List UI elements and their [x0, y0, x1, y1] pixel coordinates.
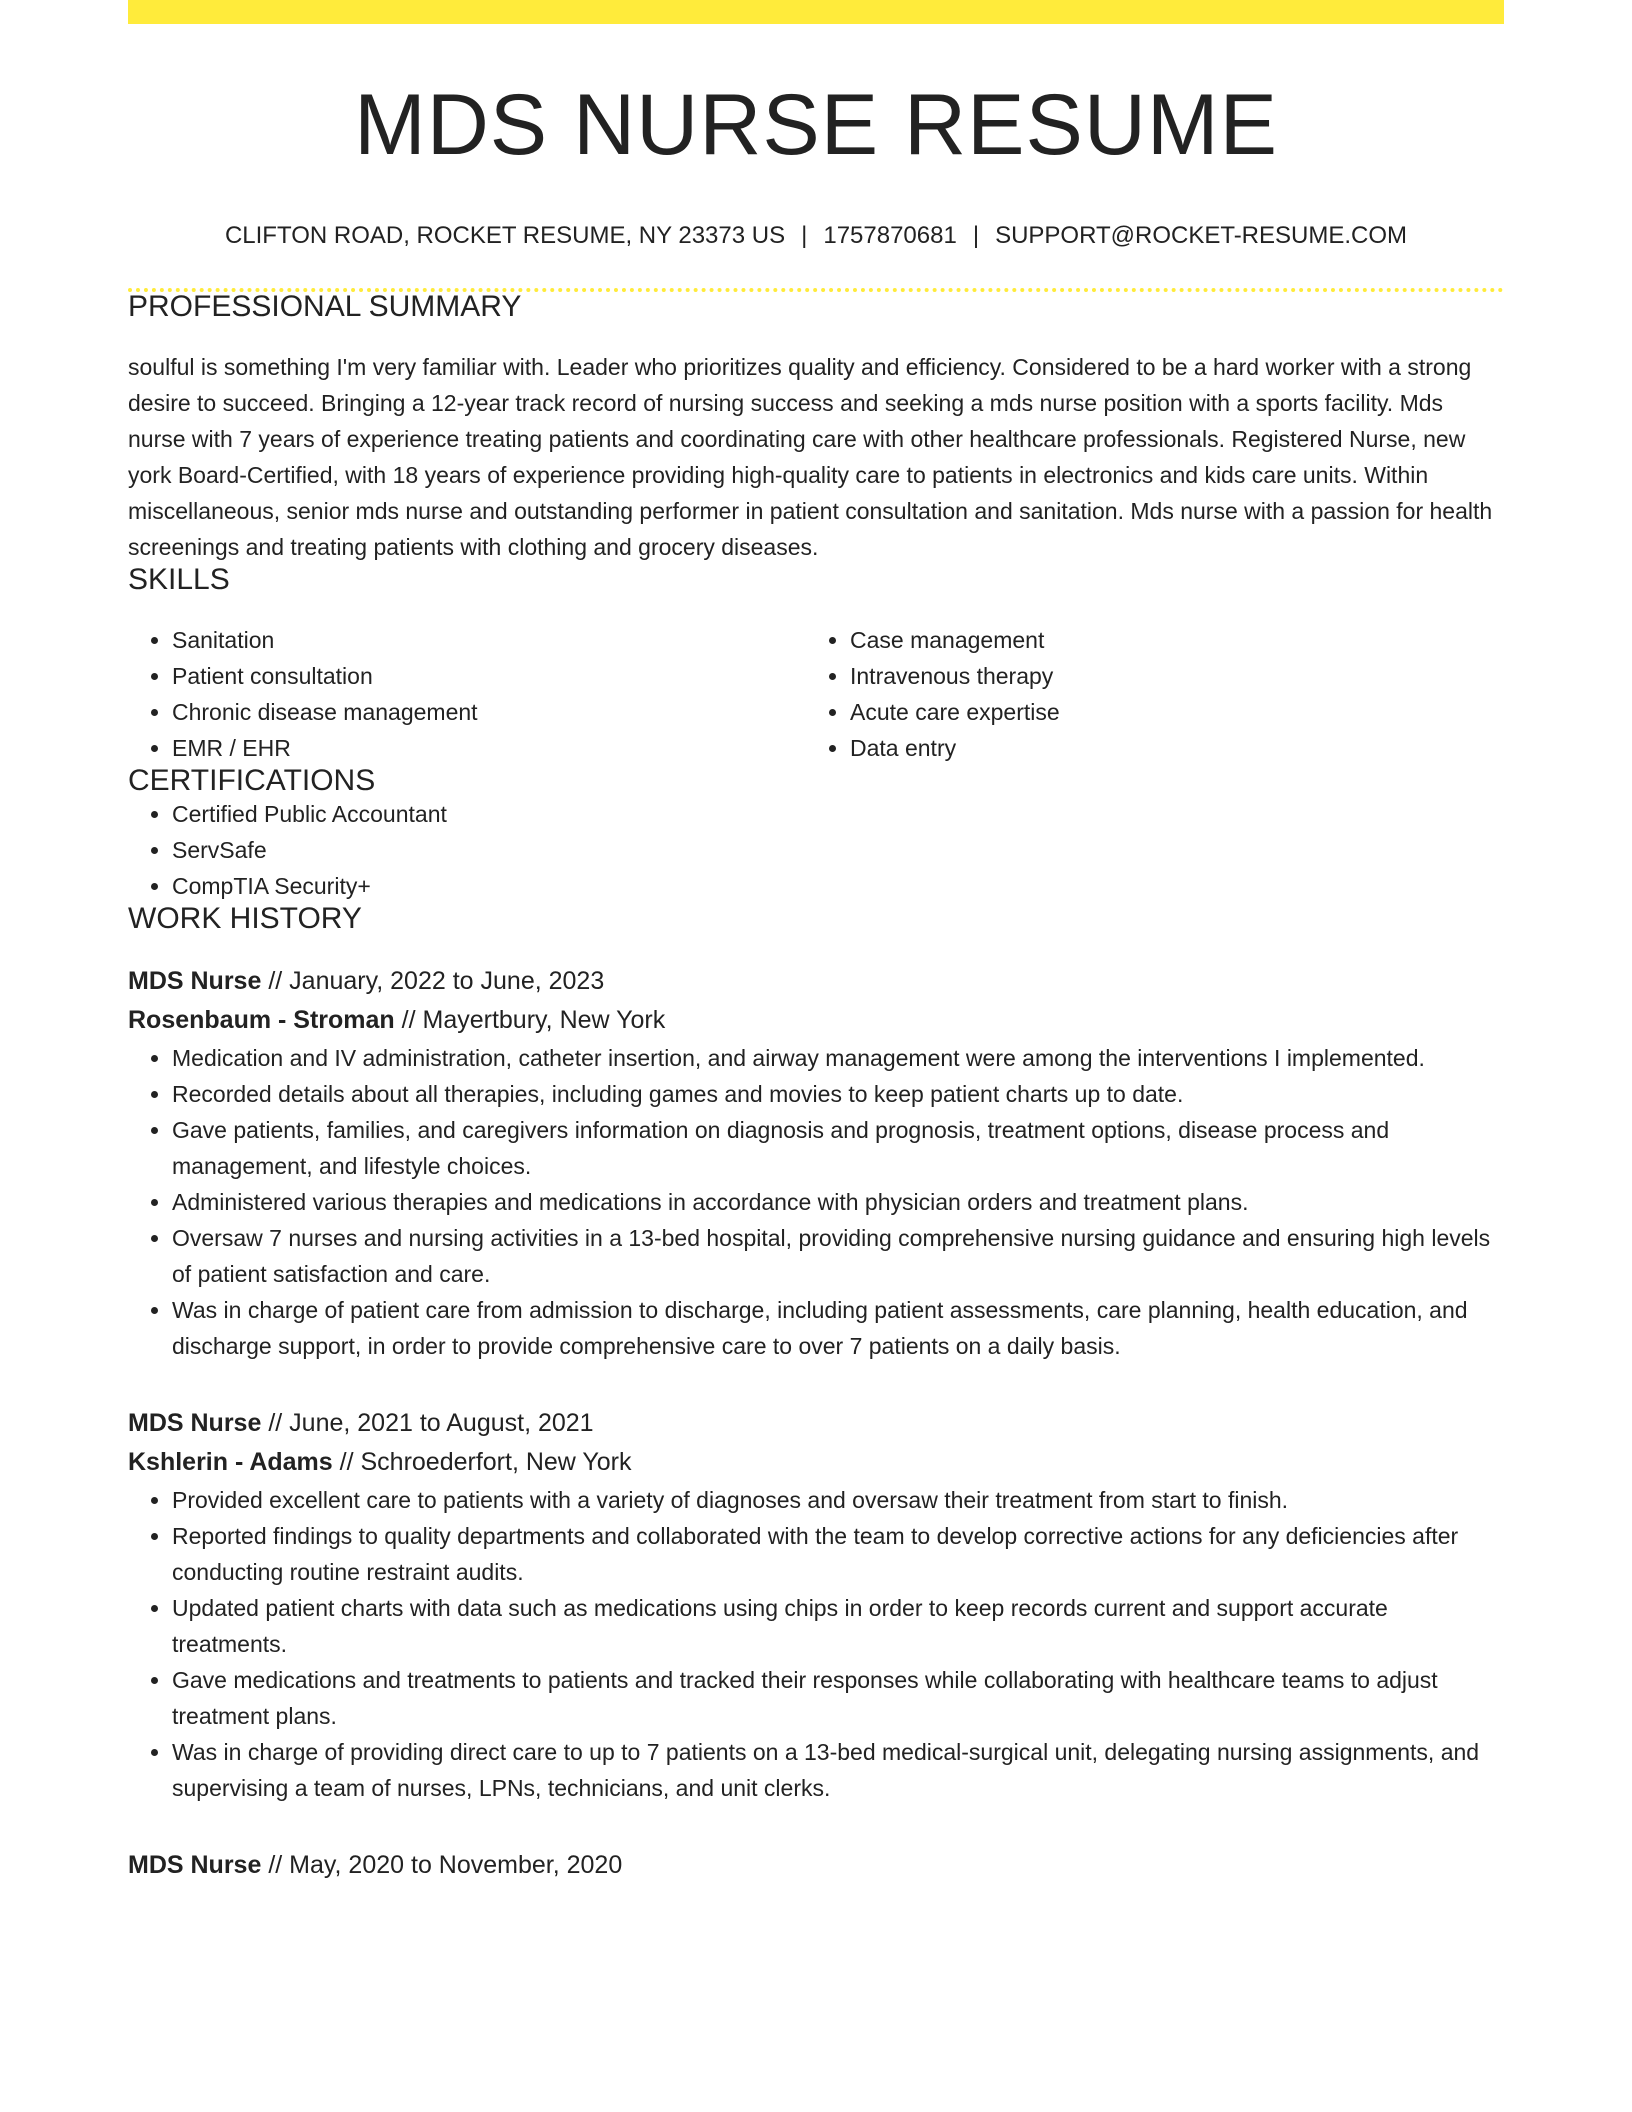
job-title: MDS Nurse — [128, 1409, 262, 1437]
skill-item: • Data entry — [850, 730, 1484, 766]
job-duty: • Gave patients, families, and caregivers information on diagnosis and prognosis, treatment options, disease process and management, and lifestyle choices. — [172, 1112, 1504, 1184]
job-company-line — [128, 1443, 1504, 1482]
skills-list-right — [806, 622, 1484, 766]
job-title-line — [128, 1846, 1504, 1885]
job-separator: // — [261, 1851, 290, 1879]
skill-item: • Acute care expertise — [850, 694, 1484, 730]
job-title: MDS Nurse — [128, 967, 262, 995]
certifications-heading: CERTIFICATIONS — [128, 764, 376, 797]
skills-column-right — [806, 622, 1484, 766]
contact-separator: | — [972, 222, 980, 249]
resume-page — [128, 0, 1504, 1885]
skill-item: • Intravenous therapy — [850, 658, 1484, 694]
skill-item: • Chronic disease management — [172, 694, 806, 730]
job-duty: • Recorded details about all therapies, including games and movies to keep patient charts up to date. — [172, 1076, 1504, 1112]
certifications-list — [128, 796, 1504, 904]
job-duty: • Was in charge of providing direct care to up to 7 patients on a 13-bed medical-surgical unit, delegating nursing assignments, and supervising a team of nurses, LPNs, technicians, and unit clerks. — [172, 1734, 1504, 1806]
job-location: Schroederfort, New York — [360, 1448, 632, 1476]
certification-item: • CompTIA Security+ — [172, 868, 1504, 904]
resume-title: MDS NURSE RESUME — [354, 77, 1278, 173]
skills-grid — [128, 622, 1504, 766]
contact-address: CLIFTON ROAD, ROCKET RESUME, NY 23373 US — [224, 222, 786, 249]
top-accent-bar — [128, 0, 1504, 24]
work-history-heading: WORK HISTORY — [128, 902, 362, 935]
job-separator: // — [332, 1448, 361, 1476]
job-title: MDS Nurse — [128, 1851, 262, 1879]
summary-text: soulful is something I'm very familiar with. Leader who prioritizes quality and efficiency. Considered to be a hard worker with a strong desire to succeed. Bringing a 12-year track record of nursing success and seeking a mds nurse position with a sports facility. Mds nurse with 7 years of experience treating patients and coordinating care with other healthcare professionals. Registered Nurse, new york Board-Certified, with 18 years of experience providing high-quality care to patients in electronics and kids care units. Within miscellaneous, senior mds nurse and outstanding performer in patient consultation and sanitation. Mds nurse with a passion for health screenings and treating patients with clothing and grocery diseases. — [128, 354, 1493, 560]
summary-heading: PROFESSIONAL SUMMARY — [128, 290, 522, 323]
job-entry — [128, 962, 1504, 1364]
job-duties-list — [128, 1040, 1504, 1364]
job-separator: // — [261, 1409, 290, 1437]
job-duty: • Was in charge of patient care from admission to discharge, including patient assessments, care planning, health education, and discharge support, in order to provide comprehensive care to over 7 patients on a daily basis. — [172, 1292, 1504, 1364]
job-company: Kshlerin - Adams — [128, 1448, 333, 1476]
certification-item: • ServSafe — [172, 832, 1504, 868]
job-title-line — [128, 962, 1504, 1001]
job-duty: • Reported findings to quality departments and collaborated with the team to develop corrective actions for any deficiencies after conducting routine restraint audits. — [172, 1518, 1504, 1590]
job-title-line — [128, 1404, 1504, 1443]
skill-item: • Sanitation — [172, 622, 806, 658]
job-duty: • Administered various therapies and medications in accordance with physician orders and treatment plans. — [172, 1184, 1504, 1220]
job-entry — [128, 1846, 1504, 1885]
job-duty: • Gave medications and treatments to patients and tracked their responses while collaborating with healthcare teams to adjust treatment plans. — [172, 1662, 1504, 1734]
job-separator: // — [394, 1006, 423, 1034]
job-duty: • Provided excellent care to patients with a variety of diagnoses and oversaw their treatment from start to finish. — [172, 1482, 1504, 1518]
job-duty: • Oversaw 7 nurses and nursing activities in a 13-bed hospital, providing comprehensive nursing guidance and ensuring high levels of patient satisfaction and care. — [172, 1220, 1504, 1292]
contact-email[interactable]: SUPPORT@ROCKET-RESUME.COM — [995, 222, 1408, 249]
job-duties-list — [128, 1482, 1504, 1806]
job-dates: June, 2021 to August, 2021 — [289, 1409, 594, 1437]
job-company: Rosenbaum - Stroman — [128, 1006, 395, 1034]
certification-item: • Certified Public Accountant — [172, 796, 1504, 832]
skills-column-left — [128, 622, 806, 766]
job-duty: • Medication and IV administration, catheter insertion, and airway management were among the interventions I implemented. — [172, 1040, 1504, 1076]
job-dates: January, 2022 to June, 2023 — [289, 967, 605, 995]
skills-list-left — [128, 622, 806, 766]
skill-item: • EMR / EHR — [172, 730, 806, 766]
skills-heading: SKILLS — [128, 563, 230, 596]
job-separator: // — [261, 967, 290, 995]
job-entry — [128, 1404, 1504, 1806]
contact-phone[interactable]: 1757870681 — [823, 222, 957, 249]
job-company-line — [128, 1001, 1504, 1040]
contact-separator: | — [801, 222, 808, 249]
contact-line — [128, 224, 1504, 248]
job-duty: • Updated patient charts with data such as medications using chips in order to keep records current and support accurate treatments. — [172, 1590, 1504, 1662]
job-location: Mayertbury, New York — [422, 1006, 666, 1034]
skill-item: • Patient consultation — [172, 658, 806, 694]
skill-item: • Case management — [850, 622, 1484, 658]
job-dates: May, 2020 to November, 2020 — [289, 1851, 623, 1879]
